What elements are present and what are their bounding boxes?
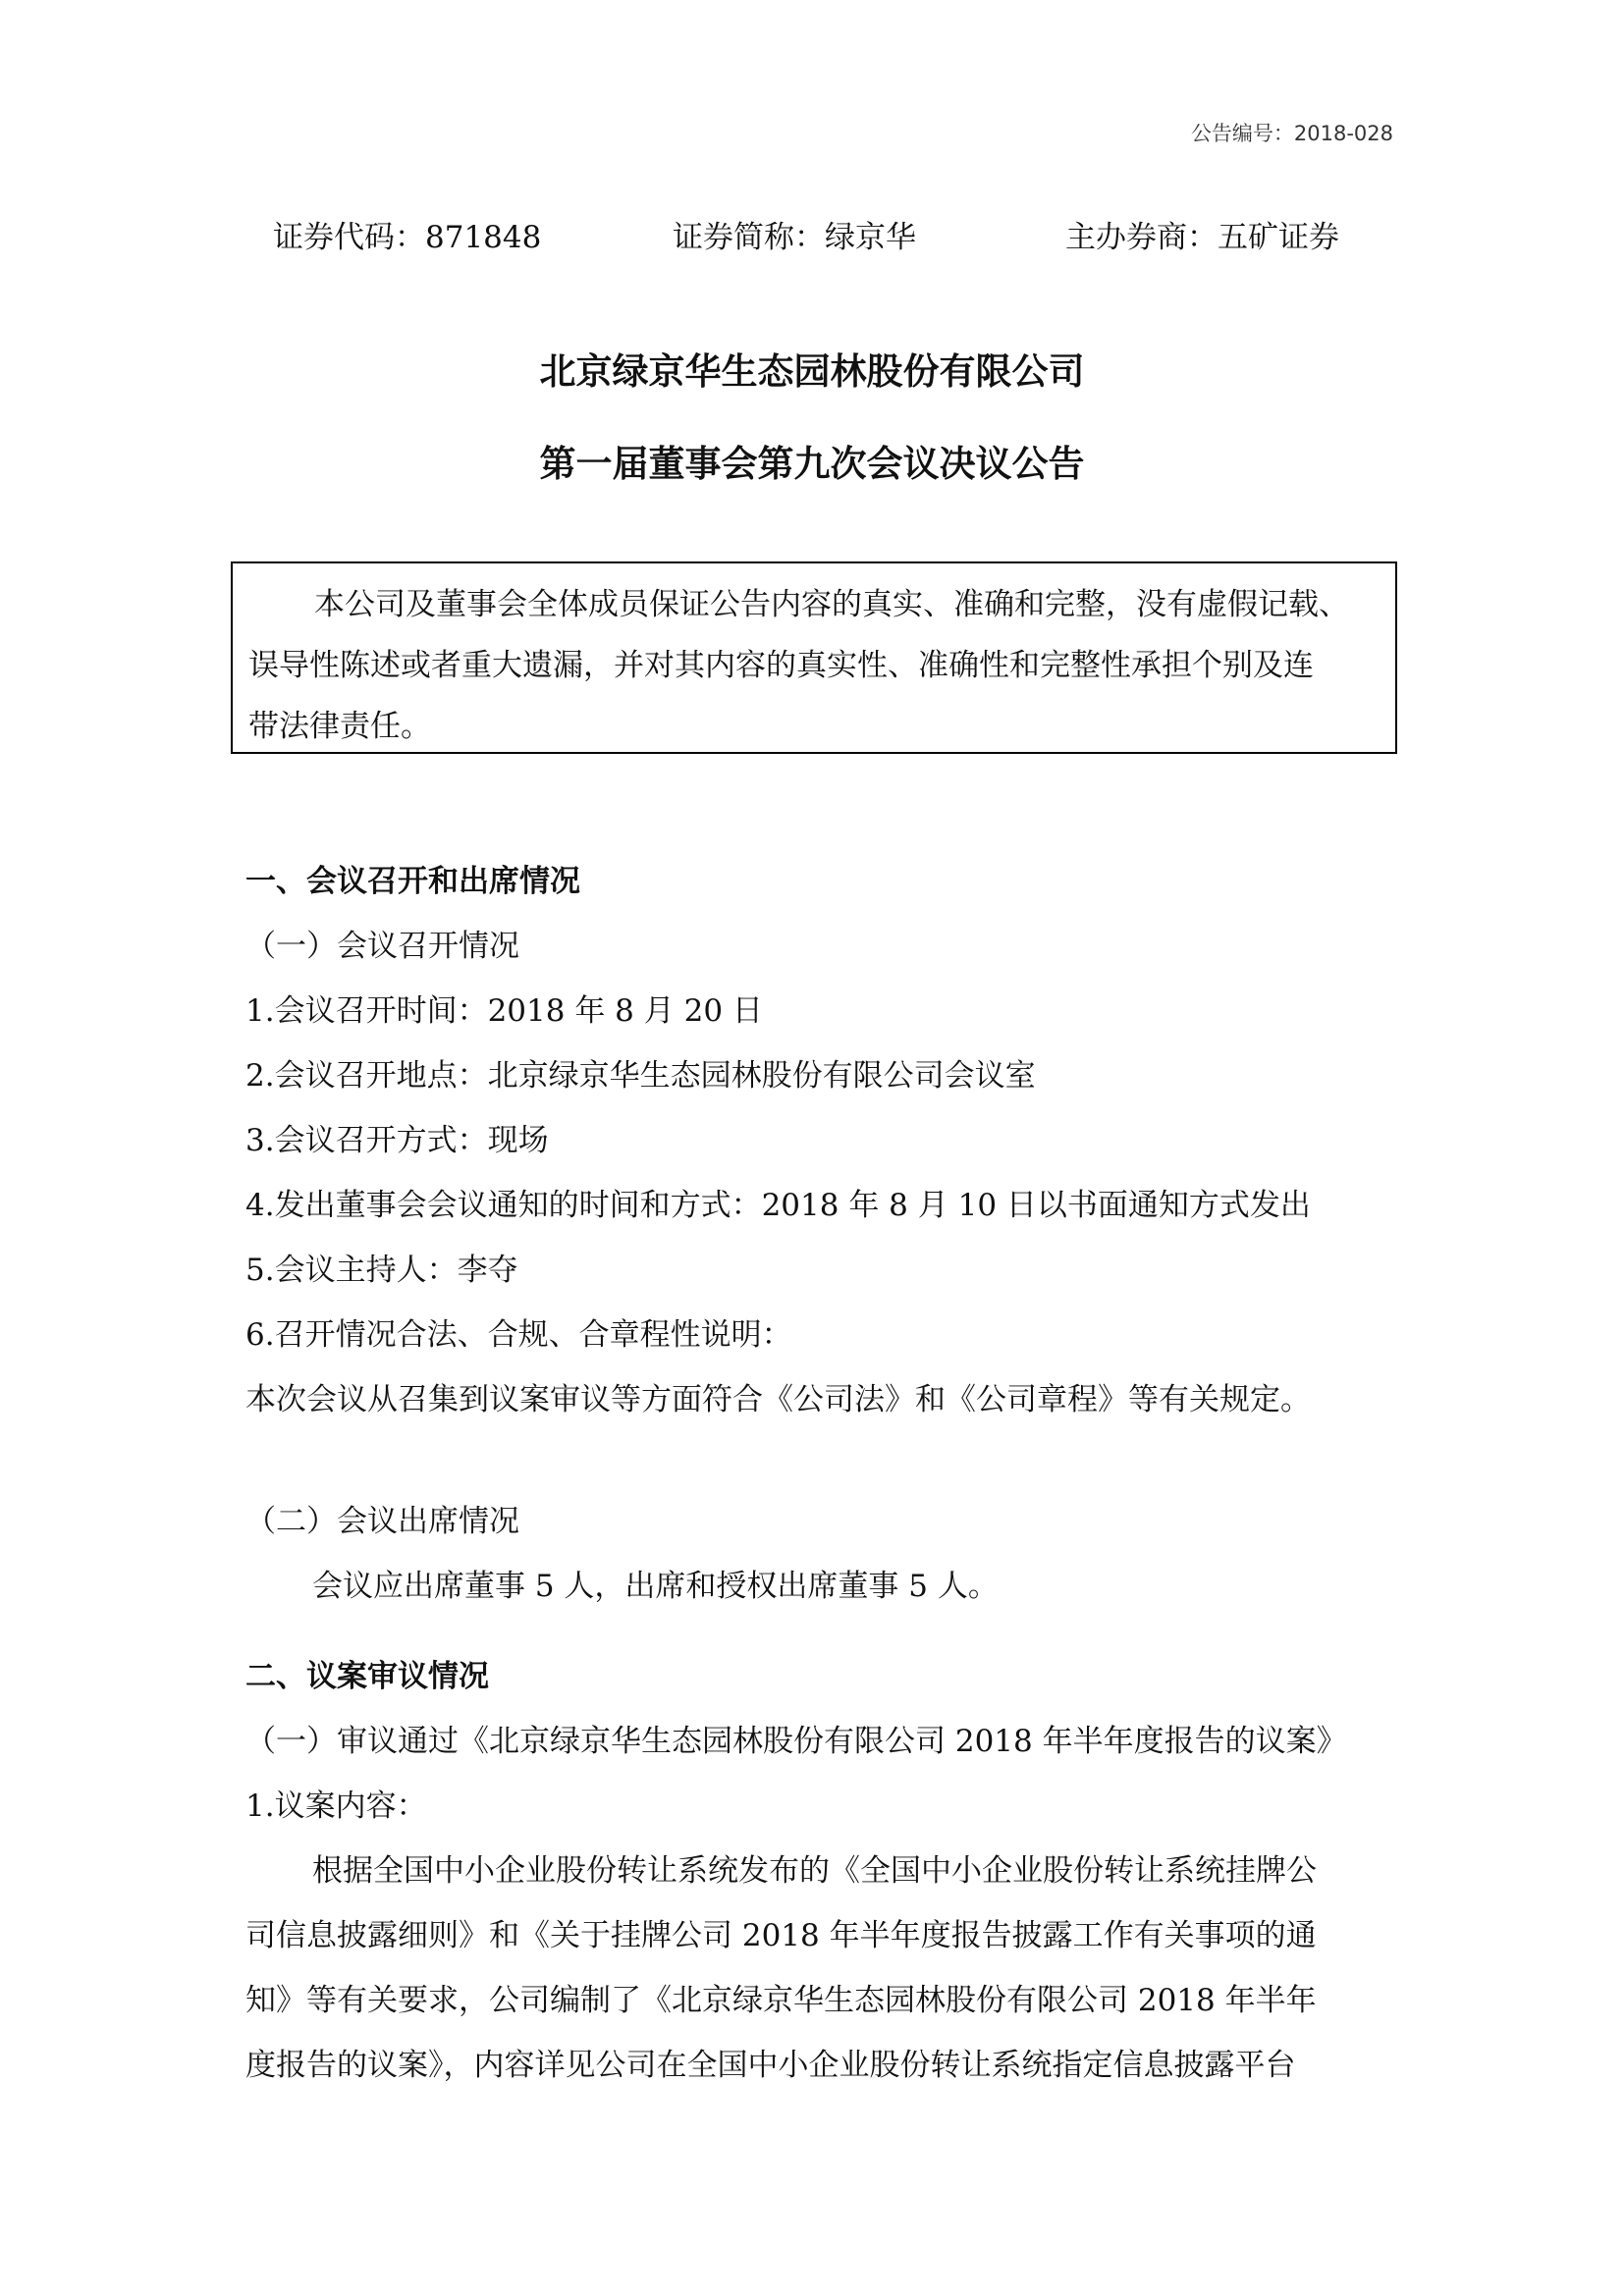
section-heading: 一、会议召开和出席情况 <box>245 864 580 899</box>
security-short-name: 证券简称：绿京华 <box>673 220 916 255</box>
subsection-heading: （二）会议出席情况 <box>245 1504 519 1539</box>
disclaimer-line: 误导性陈述或者重大遗漏，并对其内容的真实性、准确性和完整性承担个别及连 <box>248 648 1314 683</box>
security-code: 证券代码：871848 <box>273 220 542 255</box>
legality-statement: 本次会议从召集到议案审议等方面符合《公司法》和《公司章程》等有关规定。 <box>245 1382 1311 1417</box>
proposal-content-label: 1.议案内容： <box>245 1789 427 1824</box>
meeting-method: 3.会议召开方式：现场 <box>245 1123 549 1158</box>
proposal-content-line: 知》等有关要求，公司编制了《北京绿京华生态园林股份有限公司 2018 年半年 <box>245 1983 1317 2018</box>
notice-time-method: 4.发出董事会会议通知的时间和方式：2018 年 8 月 10 日以书面通知方式发出 <box>245 1188 1311 1223</box>
disclaimer-line: 本公司及董事会全体成员保证公告内容的真实、准确和完整，没有虚假记载、 <box>314 587 1349 622</box>
announcement-title: 第一届董事会第九次会议决议公告 <box>539 443 1085 485</box>
subsection-heading: （一）会议召开情况 <box>245 929 519 964</box>
disclaimer-line: 带法律责任。 <box>248 709 431 744</box>
meeting-time: 1.会议召开时间：2018 年 8 月 20 日 <box>245 993 763 1029</box>
sponsor-broker: 主办券商：五矿证券 <box>1065 220 1339 255</box>
proposal-content-line: 度报告的议案》，内容详见公司在全国中小企业股份转让系统指定信息披露平台 <box>245 2048 1296 2083</box>
proposal-title: （一）审议通过《北京绿京华生态园林股份有限公司 2018 年半年度报告的议案》 <box>245 1724 1347 1759</box>
notice-number: 公告编号：2018-028 <box>1190 122 1393 145</box>
proposal-content-line: 根据全国中小企业股份转让系统发布的《全国中小企业股份转让系统挂牌公 <box>312 1853 1317 1889</box>
section-heading: 二、议案审议情况 <box>245 1659 489 1694</box>
legality-statement-label: 6.召开情况合法、合规、合章程性说明： <box>245 1317 792 1353</box>
attendance-text: 会议应出席董事 5 人，出席和授权出席董事 5 人。 <box>312 1569 999 1604</box>
company-title: 北京绿京华生态园林股份有限公司 <box>539 350 1085 393</box>
meeting-location: 2.会议召开地点：北京绿京华生态园林股份有限公司会议室 <box>245 1058 1036 1094</box>
disclaimer-box <box>231 561 1397 754</box>
proposal-content-line: 司信息披露细则》和《关于挂牌公司 2018 年半年度报告披露工作有关事项的通 <box>245 1918 1317 1953</box>
meeting-host: 5.会议主持人：李夺 <box>245 1253 518 1288</box>
